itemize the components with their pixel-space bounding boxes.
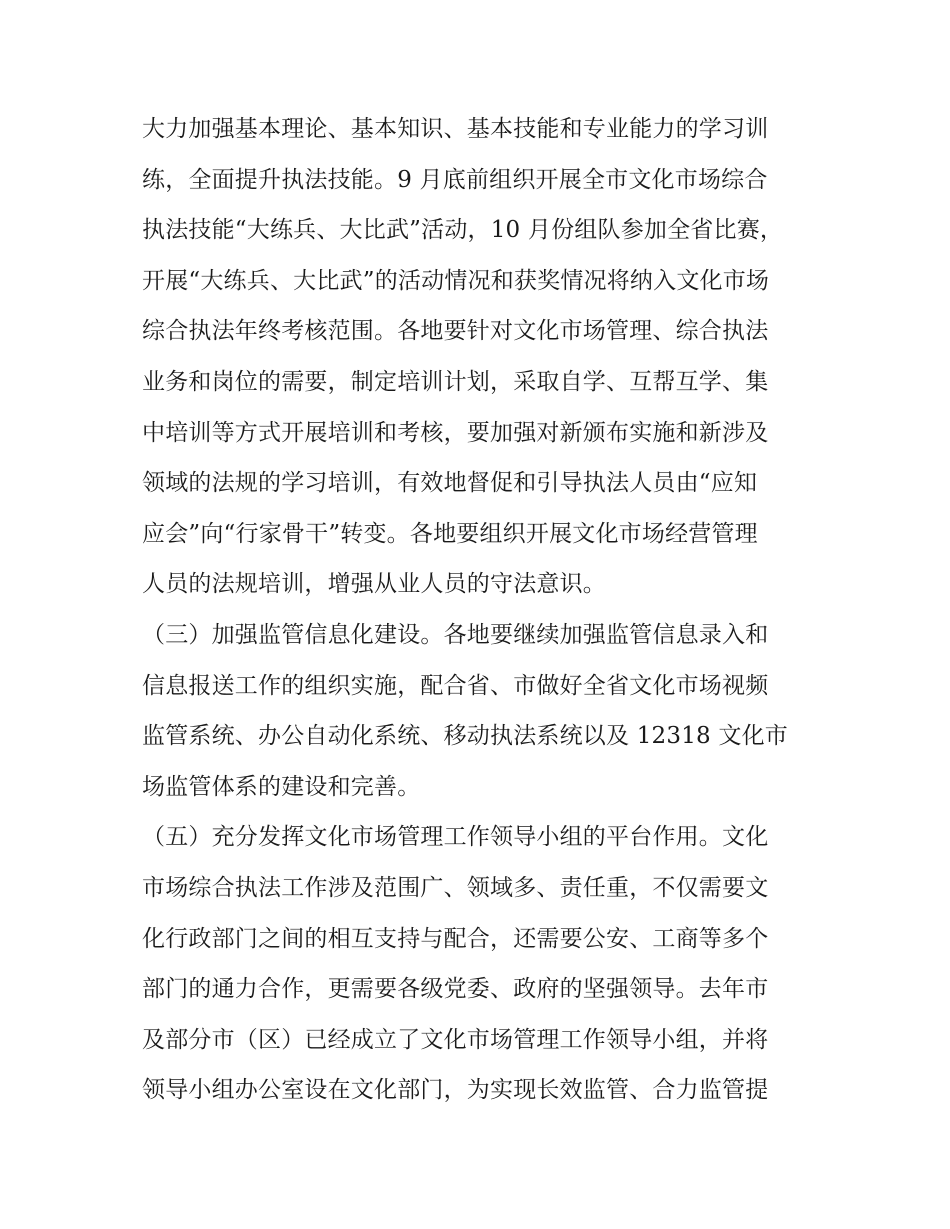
text-line-9: 应会”向“行家骨干”转变。各地要组织开展文化市场经营管理 (142, 520, 758, 547)
text-line-17: 化行政部门之间的相互支持与配合，还需要公安、工商等多个 (142, 925, 769, 952)
body-text (142, 104, 812, 1116)
text-line-7: 中培训等方式开展培训和考核，要加强对新颁布实施和新涉及 (142, 419, 769, 446)
text-line-18: 部门的通力合作，更需要各级党委、政府的坚强领导。去年市 (142, 976, 769, 1003)
text-line-5: 综合执法年终考核范围。各地要针对文化市场管理、综合执法 (142, 318, 769, 345)
text-line-8: 领域的法规的学习培训，有效地督促和引导执法人员由“应知 (142, 470, 758, 497)
text-line-1: 大力加强基本理论、基本知识、基本技能和专业能力的学习训 (142, 116, 769, 142)
text-line-19: 及部分市（区）已经成立了文化市场管理工作领导小组，并将 (142, 1026, 769, 1053)
text-line-16: 市场综合执法工作涉及范围广、领域多、责任重，不仅需要文 (142, 874, 769, 901)
text-line-6: 业务和岗位的需要，制定培训计划，采取自学、互帮互学、集 (142, 368, 769, 395)
text-line-10: 人员的法规培训，增强从业人员的守法意识。 (142, 571, 606, 598)
text-line-3: 执法技能“大练兵、大比武”活动，10 月份组队参加全省比赛， (142, 217, 784, 244)
text-line-13: 监管系统、办公自动化系统、移动执法系统以及 12318 文化市 (142, 723, 788, 750)
text-line-20: 领导小组办公室设在文化部门，为实现长效监管、合力监管提 (142, 1077, 769, 1104)
text-line-11: （三）加强监管信息化建设。各地要继续加强监管信息录入和 (142, 621, 769, 648)
text-line-2: 练，全面提升执法技能。9 月底前组织开展全市文化市场综合 (142, 166, 768, 193)
text-line-12: 信息报送工作的组织实施，配合省、市做好全省文化市场视频 (142, 672, 769, 699)
text-line-15: （五）充分发挥文化市场管理工作领导小组的平台作用。文化 (142, 824, 769, 851)
text-line-14: 场监管体系的建设和完善。 (142, 773, 421, 800)
text-line-4: 开展“大练兵、大比武”的活动情况和获奖情况将纳入文化市场 (142, 267, 770, 294)
